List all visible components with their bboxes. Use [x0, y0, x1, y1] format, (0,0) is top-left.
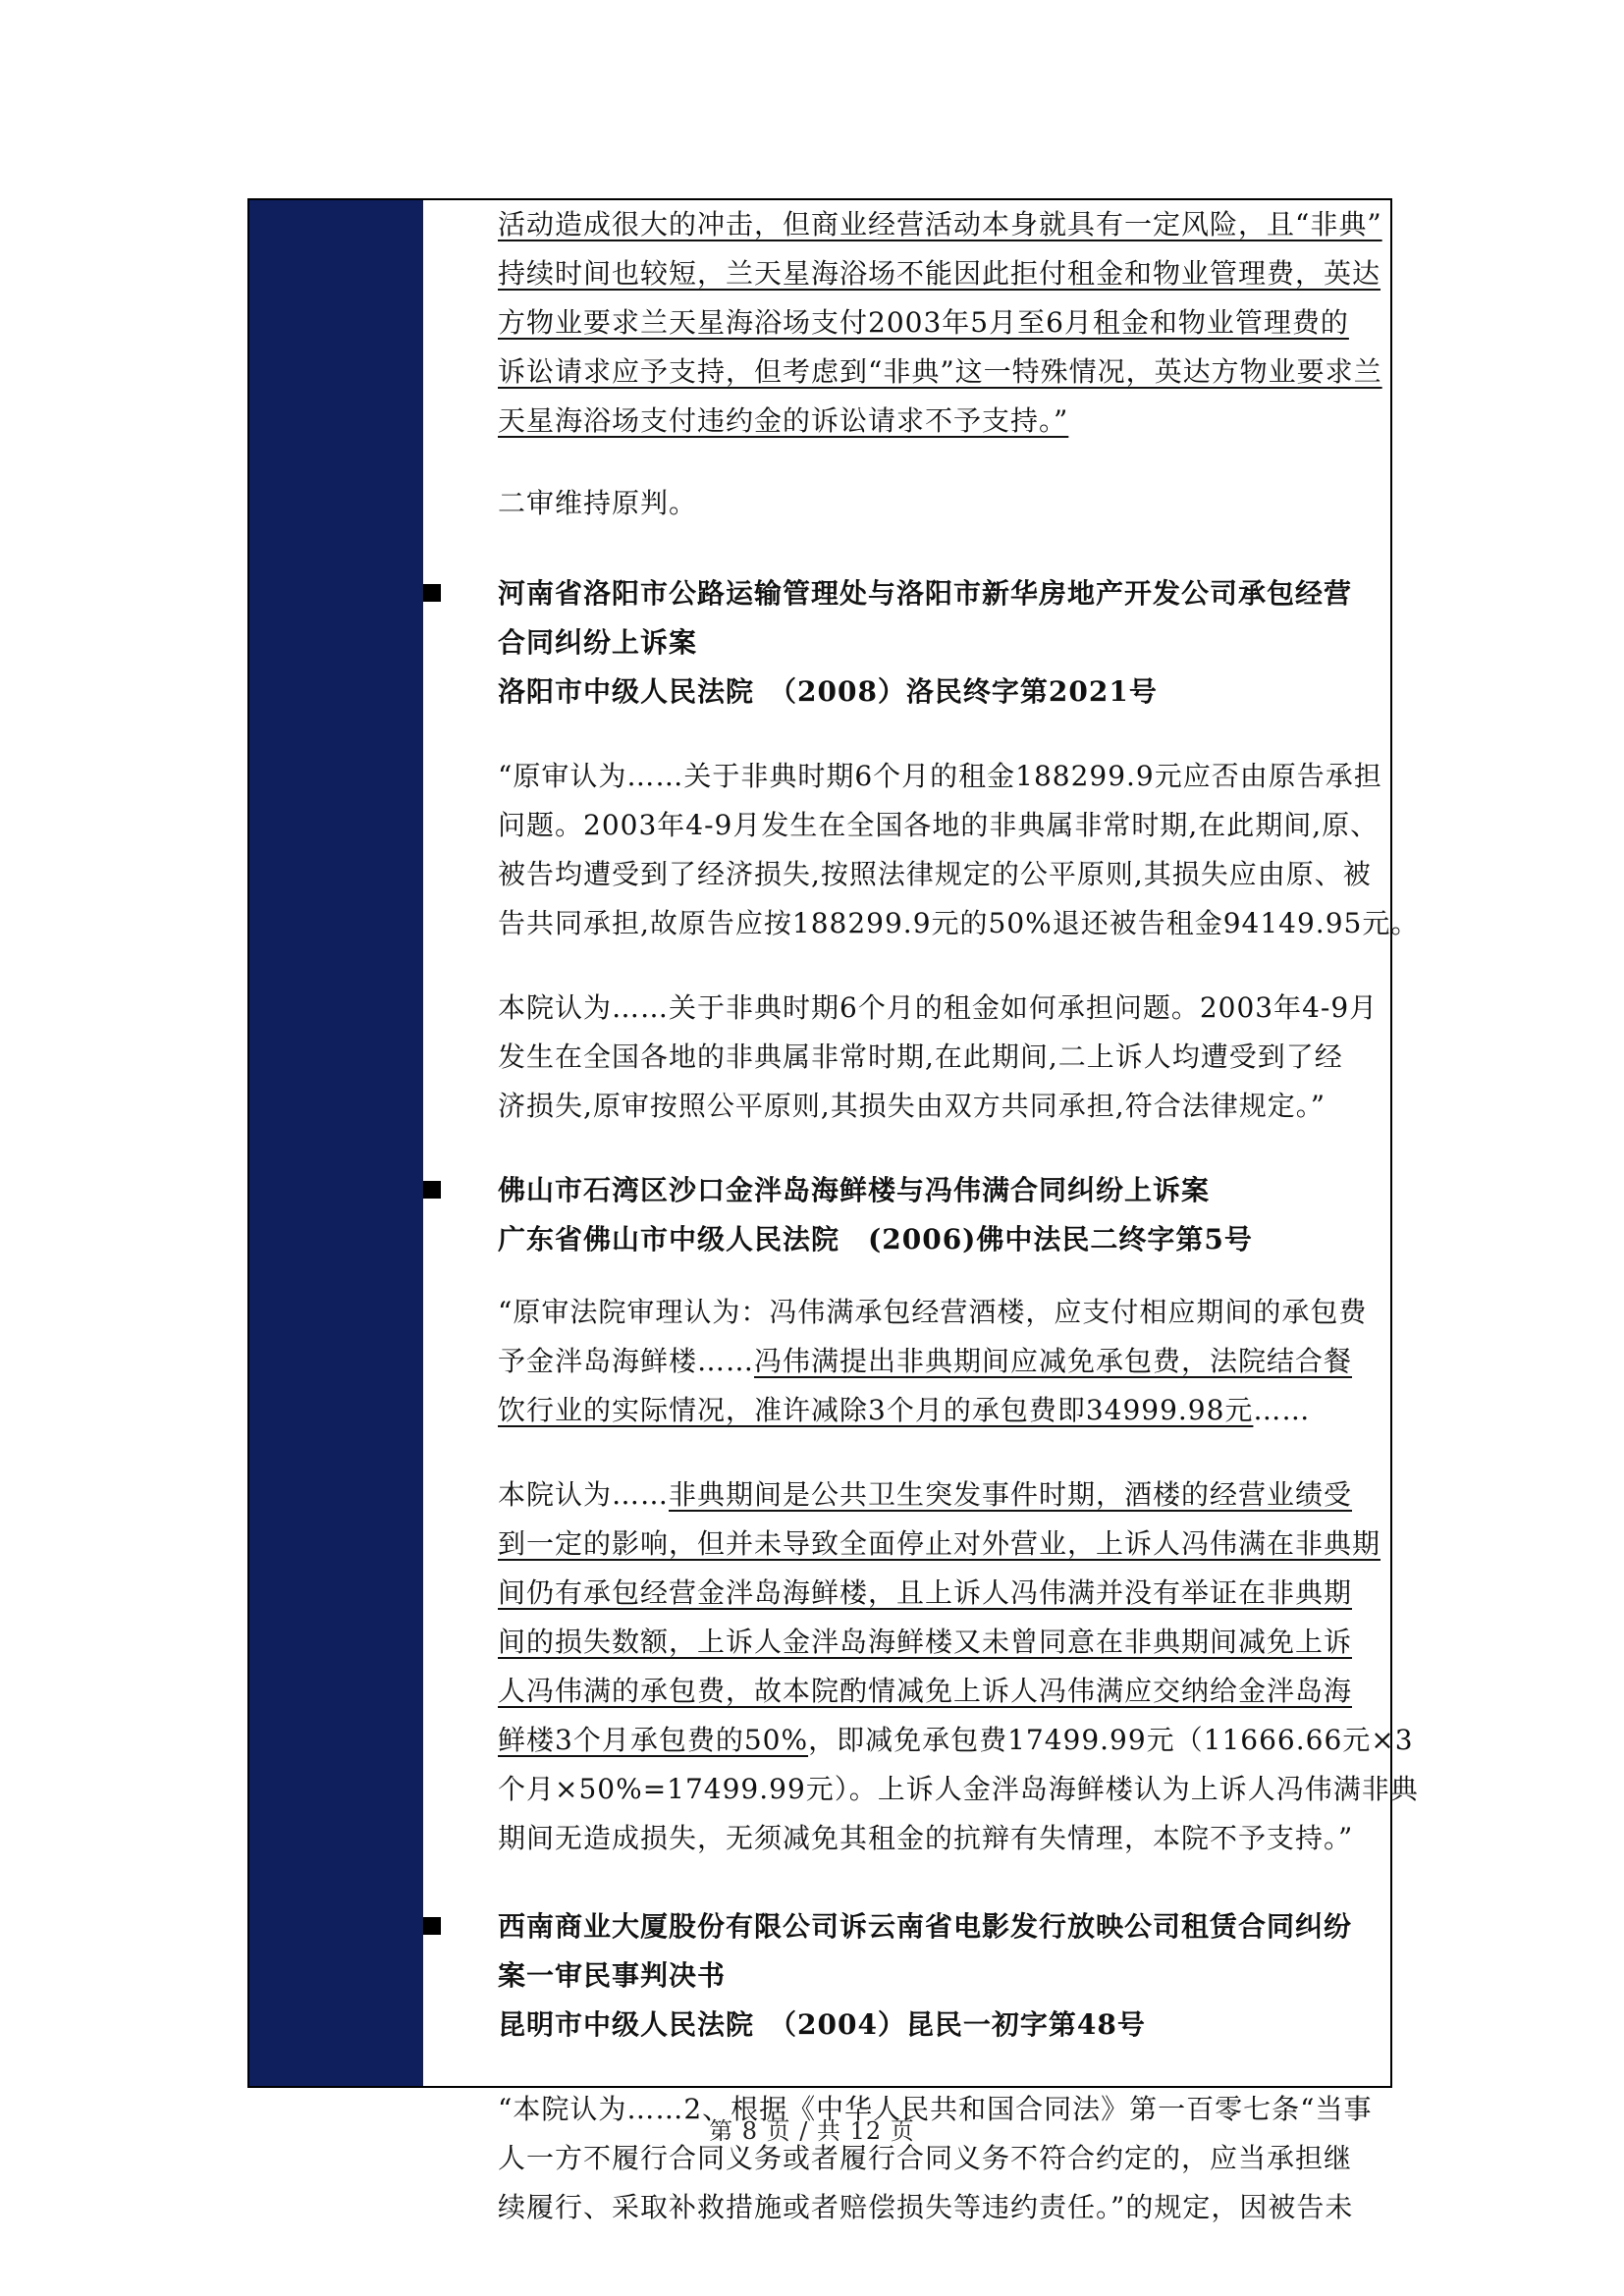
text-line: 个月×50%=17499.99元）。上诉人金泮岛海鲜楼认为上诉人冯伟满非典 [498, 1773, 1419, 1805]
text-line: 被告均遭受到了经济损失,按照法律规定的公平原则,其损失应由原、被 [498, 858, 1372, 890]
text-line: “原审认为……关于非典时期6个月的租金188299.9元应否由原告承担 [498, 760, 1382, 792]
text-line: 间的损失数额，上诉人金泮岛海鲜楼又未曾同意在非典期间减免上诉 [498, 1626, 1353, 1658]
case-court: 广东省佛山市中级人民法院 (2006)佛中法民二终字第5号 [498, 1223, 1253, 1255]
text-line: 本院认为……关于非典时期6个月的租金如何承担问题。2003年4-9月 [498, 991, 1379, 1024]
text-line: “原审法院审理认为：冯伟满承包经营酒楼，应支付相应期间的承包费 [498, 1296, 1368, 1328]
text-line: 本院认为……非典期间是公共卫生突发事件时期，酒楼的经营业绩受 [498, 1478, 1353, 1511]
text-line: 期间无造成损失，无须减免其租金的抗辩有失情理，本院不予支持。” [498, 1822, 1354, 1854]
case-court: 昆明市中级人民法院 （2004）昆民一初字第48号 [498, 2008, 1146, 2041]
text-line: 济损失,原审按照公平原则,其损失由双方共同承担,符合法律规定。” [498, 1090, 1326, 1122]
case-luoyang [498, 569, 1420, 1131]
case-quote-court [498, 2085, 1377, 2232]
bullet-square-icon [423, 584, 441, 602]
text-line: 发生在全国各地的非典属非常时期,在此期间,二上诉人均遭受到了经 [498, 1041, 1343, 1073]
continued-judgment [498, 200, 1382, 446]
case-quote-appeal [498, 1470, 1419, 1863]
text-line: 鲜楼3个月承包费的50%，即减免承包费17499.99元（11666.66元×3 [498, 1724, 1414, 1756]
case-court: 洛阳市中级人民法院 （2008）洛民终字第2021号 [498, 675, 1158, 708]
navy-sidebar [249, 200, 423, 2086]
case-quote-original [498, 752, 1420, 948]
bullet-square-icon [423, 1917, 441, 1935]
text-line: 人一方不履行合同义务或者履行合同义务不符合约定的，应当承担继 [498, 2142, 1353, 2174]
text-line: 予金泮岛海鲜楼……冯伟满提出非典期间应减免承包费，法院结合餐 [498, 1345, 1353, 1377]
text-line: 活动造成很大的冲击，但商业经营活动本身就具有一定风险，且“非典” [498, 208, 1382, 240]
case-title: 案一审民事判决书 [498, 1959, 727, 1992]
text-line: 问题。2003年4-9月发生在全国各地的非典属非常时期,在此期间,原、 [498, 809, 1380, 841]
text-line: 方物业要求兰天星海浴场支付2003年5月至6月租金和物业管理费的 [498, 306, 1349, 339]
text-line: 告共同承担,故原告应按188299.9元的50%退还被告租金94149.95元。 [498, 907, 1420, 939]
text-line: 到一定的影响，但并未导致全面停止对外营业，上诉人冯伟满在非典期 [498, 1527, 1381, 1560]
text-line: 二审维持原判。 [498, 487, 698, 519]
case-title: 西南商业大厦股份有限公司诉云南省电影发行放映公司租赁合同纠纷 [498, 1910, 1353, 1943]
case-foshan [498, 1166, 1419, 1863]
case-title: 河南省洛阳市公路运输管理处与洛阳市新华房地产开发公司承包经营 [498, 577, 1353, 610]
page-number: 第 8 页 / 共 12 页 [709, 2117, 915, 2145]
text-line: 持续时间也较短，兰天星海浴场不能因此拒付租金和物业管理费，英达 [498, 257, 1381, 290]
case-quote-appeal [498, 984, 1377, 1131]
text-line: 诉讼请求应予支持，但考虑到“非典”这一特殊情况，英达方物业要求兰 [498, 355, 1382, 388]
case-kunming [498, 1902, 1377, 2232]
case-title: 合同纠纷上诉案 [498, 626, 698, 659]
text-line: 饮行业的实际情况，准许减除3个月的承包费即34999.98元…… [498, 1394, 1311, 1426]
bullet-square-icon [423, 1181, 441, 1199]
text-line: 间仍有承包经营金泮岛海鲜楼，且上诉人冯伟满并没有举证在非典期 [498, 1576, 1353, 1609]
case-quote-original [498, 1288, 1377, 1435]
text-line: 续履行、采取补救措施或者赔偿损失等违约责任。”的规定，因被告未 [498, 2191, 1354, 2223]
text-line: 人冯伟满的承包费，故本院酌情减免上诉人冯伟满应交纳给金泮岛海 [498, 1675, 1353, 1707]
text-line: “本院认为……2、根据《中华人民共和国合同法》第一百零七条“当事 [498, 2093, 1373, 2125]
text-line: 天星海浴场支付违约金的诉讼请求不予支持。” [498, 404, 1069, 437]
case-title: 佛山市石湾区沙口金泮岛海鲜楼与冯伟满合同纠纷上诉案 [498, 1174, 1211, 1206]
upheld-paragraph [498, 479, 1377, 528]
